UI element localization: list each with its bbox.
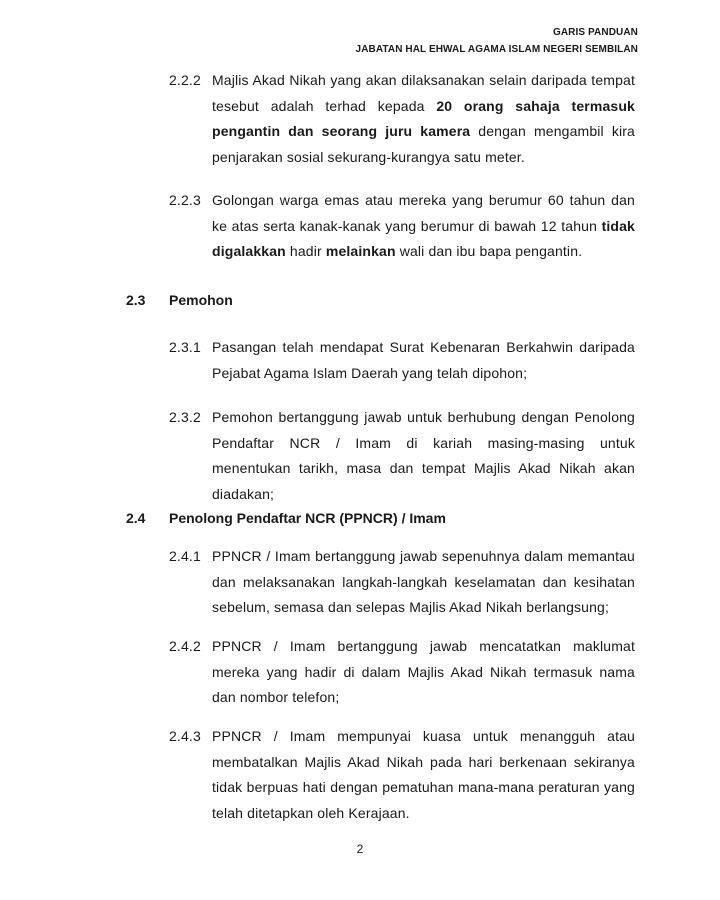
- clause-number: 2.4.3: [169, 728, 201, 744]
- section-title: Pemohon: [169, 292, 233, 308]
- section-number: 2.4: [126, 510, 146, 526]
- clause-bold-text: melainkan: [325, 243, 396, 259]
- clause-2-3-1: [169, 335, 635, 386]
- clause-text: PPNCR / Imam mempunyai kuasa untuk menangguh atau membatalkan Majlis Akad Nikah pada hari berkenaan sekiranya tidak berpuas hati dengan pematuhan mana-mana peraturan yang telah ditetapkan oleh Kerajaan.: [212, 728, 635, 821]
- clause-text-part: hadir: [285, 243, 326, 259]
- clause-text-part: Golongan warga emas atau mereka yang berumur 60 tahun dan ke atas serta kanak-kanak yang berumur di bawah 12 tahun: [212, 192, 635, 234]
- clause-2-3-2: [169, 405, 635, 507]
- section-title: Penolong Pendaftar NCR (PPNCR) / Imam: [169, 510, 446, 526]
- clause-text-part: dengan mengambil kira penjarakan sosial sekurang-kurangya satu meter.: [212, 123, 635, 165]
- clause-text-part: wali dan ibu bapa pengantin.: [395, 243, 583, 259]
- clause-number: 2.2.3: [169, 192, 201, 208]
- section-number: 2.3: [126, 292, 146, 308]
- clause-text: [212, 68, 635, 170]
- clause-bold-text: 20 orang sahaja termasuk pengantin dan seorang juru kamera: [212, 97, 635, 139]
- clause-2-4-1: [169, 544, 635, 621]
- clause-2-4-2: [169, 634, 635, 711]
- page-number: 2: [356, 842, 364, 856]
- clause-text: Pemohon bertanggung jawab untuk berhubung dengan Penolong Pendaftar NCR / Imam di kariah masing-masing untuk menentukan tarikh, masa dan tempat Majlis Akad Nikah akan diadakan;: [212, 409, 635, 502]
- page-header: [356, 24, 638, 58]
- clause-number: 2.4.2: [169, 638, 201, 654]
- clause-2-4-3: [169, 724, 635, 826]
- clause-number: 2.2.2: [169, 72, 201, 88]
- clause-number: 2.3.2: [169, 409, 201, 425]
- clause-number: 2.3.1: [169, 339, 201, 355]
- clause-bold-text: tidak digalakkan: [212, 217, 635, 259]
- clause-2-2-3: [169, 188, 635, 265]
- clause-text: PPNCR / Imam bertanggung jawab sepenuhnya dalam memantau dan melaksanakan langkah-langkah keselamatan dan kesihatan sebelum, semasa dan selepas Majlis Akad Nikah berlangsung;: [212, 548, 635, 615]
- clause-text-part: Majlis Akad Nikah yang akan dilaksanakan selain daripada tempat tesebut adalah terhad kepada: [212, 72, 635, 114]
- clause-2-2-2: [169, 68, 635, 170]
- clause-number: 2.4.1: [169, 548, 201, 564]
- clause-text: [212, 188, 635, 265]
- header-title: GARIS PANDUAN: [552, 27, 638, 38]
- clause-text: Pasangan telah mendapat Surat Kebenaran Berkahwin daripada Pejabat Agama Islam Daerah yang telah dipohon;: [212, 339, 635, 381]
- clause-text: PPNCR / Imam bertanggung jawab mencatatkan maklumat mereka yang hadir di dalam Majlis Akad Nikah termasuk nama dan nombor telefon;: [212, 638, 635, 705]
- header-department: JABATAN HAL EHWAL AGAMA ISLAM NEGERI SEMBILAN: [355, 44, 638, 55]
